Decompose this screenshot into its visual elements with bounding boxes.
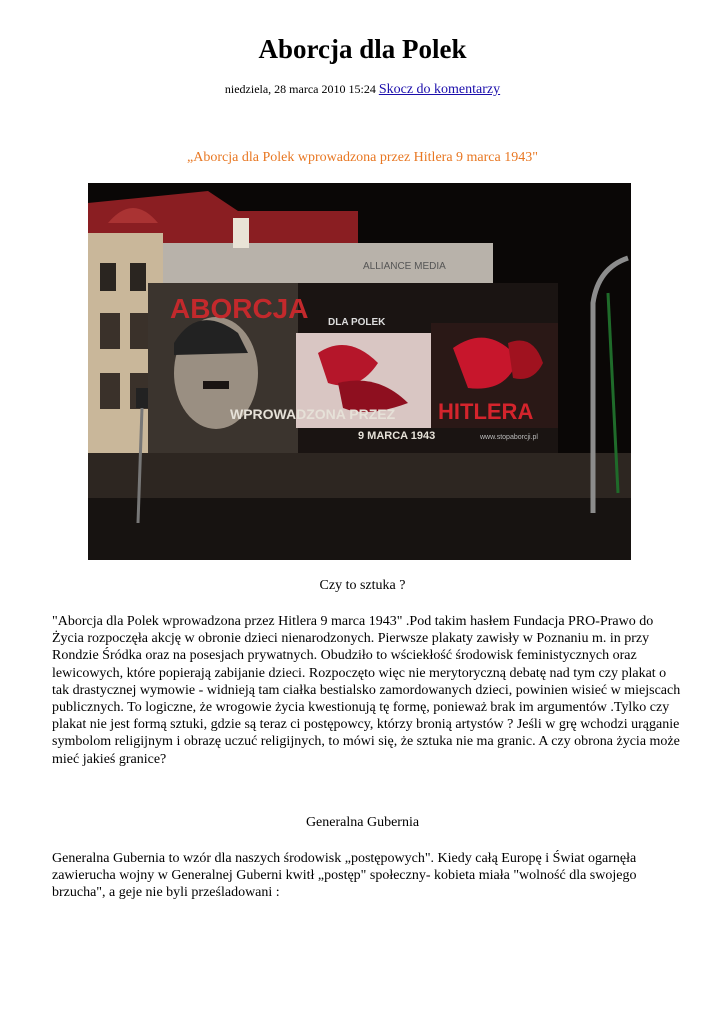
billboard-photo (88, 183, 631, 560)
section-heading: Generalna Gubernia (305, 815, 420, 830)
publish-date: niedziela, 28 marca 2010 15:24 (224, 82, 376, 96)
page-title: Aborcja dla Polek (258, 34, 467, 64)
body-paragraph-1: "Aborcja dla Polek wprowadzona przez Hitlera 9 marca 1943" .Pod takim hasłem Fundacja PRO-Prawo do Życia rozpoczęła akcję w obronie dzieci nienarodzonych. Pierwsze plakaty zawisły w Poznaniu m. in przy Rondzie Śródka oraz na posesjach prywatnych. Obudziło to wściekłość środowisk feministycznych oraz lewicowych, które popierają zabijanie dzieci. Rozpoczęto więc nie merytoryczną debatę nad tym czy plakat o tak drastycznej wymowie - widnieją tam ciałka bestialsko zamordowanych dzieci, powinien wisieć w miejscach publicznych. To logiczne, że wrogowie życia kwestionują tę formę, ponieważ brak im argumentów .Tylko czy plakat nie jest formą sztuki, gdzie są teraz ci postępowcy, którzy bronią artystów ? Jeśli w grę wchodzi urąganie symbolom religijnym i obrazę uczuć religijnych, to mówi się, że sztuka nie ma granic. A czy obrona życia może mieć jakieś granice? (52, 614, 681, 767)
body-paragraph-2: Generalna Gubernia to wzór dla naszych środowisk „postępowych". Kiedy całą Europę i Świat ogarnęła zawierucha wojny w Generalnej Guberni kwitł „postęp" społeczny- kobieta miała "wolność dla swojego brzucha", a geje nie byli prześladowani : (52, 851, 637, 901)
article-meta (0, 82, 725, 98)
building-sign: ALLIANCE MEDIA (363, 261, 446, 272)
pull-quote: „Aborcja dla Polek wprowadzona przez Hitlera 9 marca 1943" (187, 150, 538, 165)
billboard-sub: DLA POLEK (328, 317, 386, 328)
photo-caption: Czy to sztuka ? (319, 578, 406, 593)
billboard-name: HITLERA (438, 399, 534, 424)
comments-link[interactable]: Skocz do komentarzy (378, 82, 501, 97)
billboard-headline: ABORCJA (170, 293, 309, 324)
billboard-date: 9 MARCA 1943 (358, 430, 436, 442)
billboard-url: www.stopaborcji.pl (480, 434, 538, 441)
billboard-line: WPROWADZONA PRZEZ (230, 406, 396, 422)
